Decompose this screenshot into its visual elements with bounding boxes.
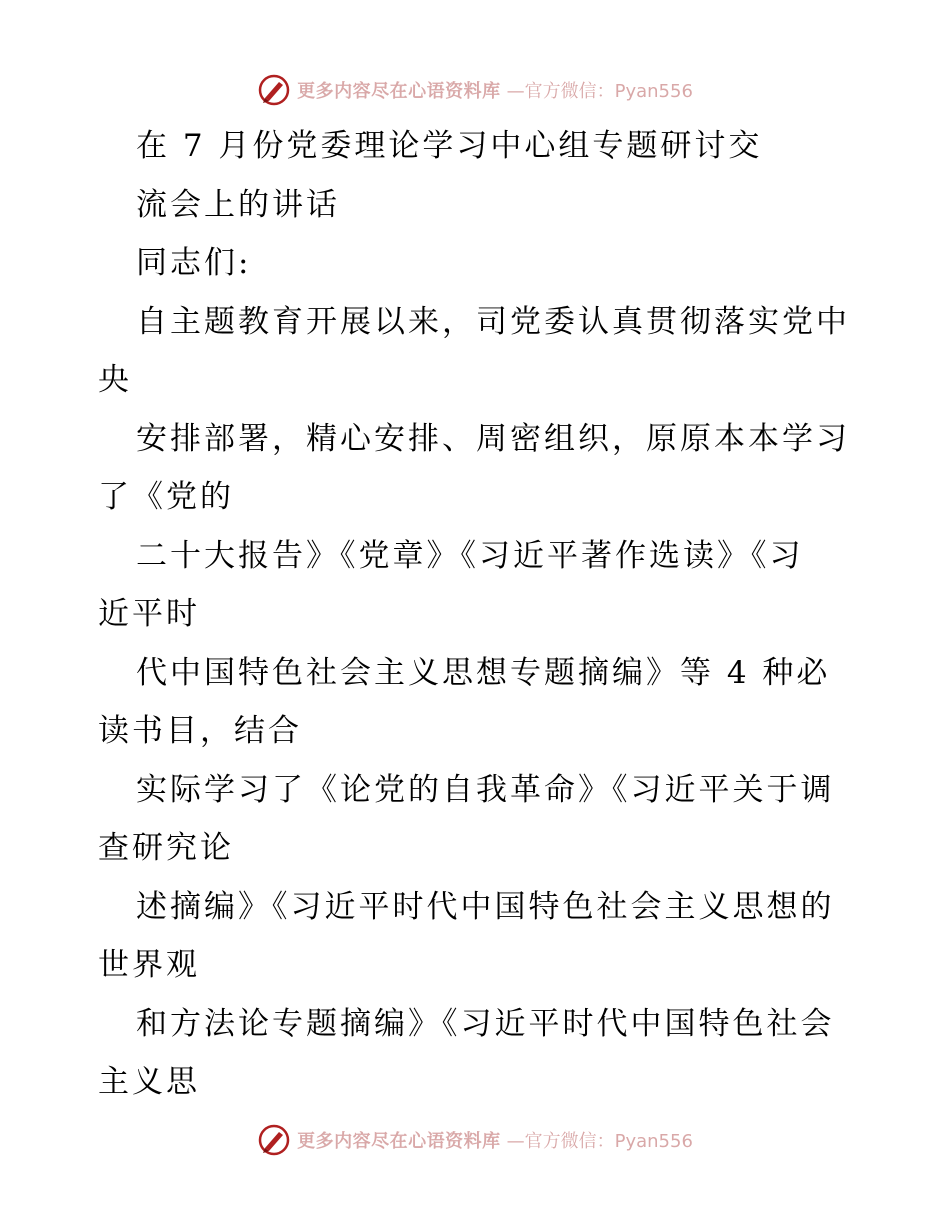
document-body [98, 117, 858, 1112]
footer-watermark [0, 1120, 950, 1160]
text-line: 查研究论 [98, 830, 234, 866]
watermark-sub-text: —官方微信：Pyan556 [506, 1131, 693, 1152]
text-line: 在 7 月份党委理论学习中心组专题研讨交 [136, 128, 763, 164]
text-line: 实际学习了《论党的自我革命》《习近平关于调 [136, 771, 835, 808]
pen-circle-icon [257, 1123, 291, 1157]
text-line: 同志们: [136, 245, 252, 281]
header-watermark [0, 70, 950, 110]
text-line: 近平时 [98, 596, 200, 632]
pen-circle-icon [257, 73, 291, 107]
watermark-main-text: 更多内容尽在心语资料库 [297, 1131, 501, 1152]
text-line: 述摘编》《习近平时代中国特色社会主义思想的 [136, 888, 835, 925]
watermark-main-text: 更多内容尽在心语资料库 [297, 81, 501, 102]
text-line: 二十大报告》《党章》《习近平著作选读》《习 [136, 537, 804, 574]
text-line: 世界观 [98, 947, 200, 983]
text-line: 和方法论专题摘编》《习近平时代中国特色社会 [136, 1005, 835, 1042]
text-line: 了《党的 [98, 479, 234, 515]
text-line: 流会上的讲话 [136, 186, 340, 223]
watermark-sub-text: —官方微信：Pyan556 [506, 81, 693, 102]
text-line: 自主题教育开展以来，司党委认真贯彻落实党中 [136, 303, 850, 340]
text-line: 代中国特色社会主义思想专题摘编》等 4 种必 [136, 654, 831, 691]
text-line: 主义思 [98, 1064, 200, 1100]
text-line: 安排部署，精心安排、周密组织，原原本本学习 [136, 420, 850, 457]
text-line: 读书目，结合 [98, 713, 302, 749]
text-line: 央 [98, 362, 132, 398]
